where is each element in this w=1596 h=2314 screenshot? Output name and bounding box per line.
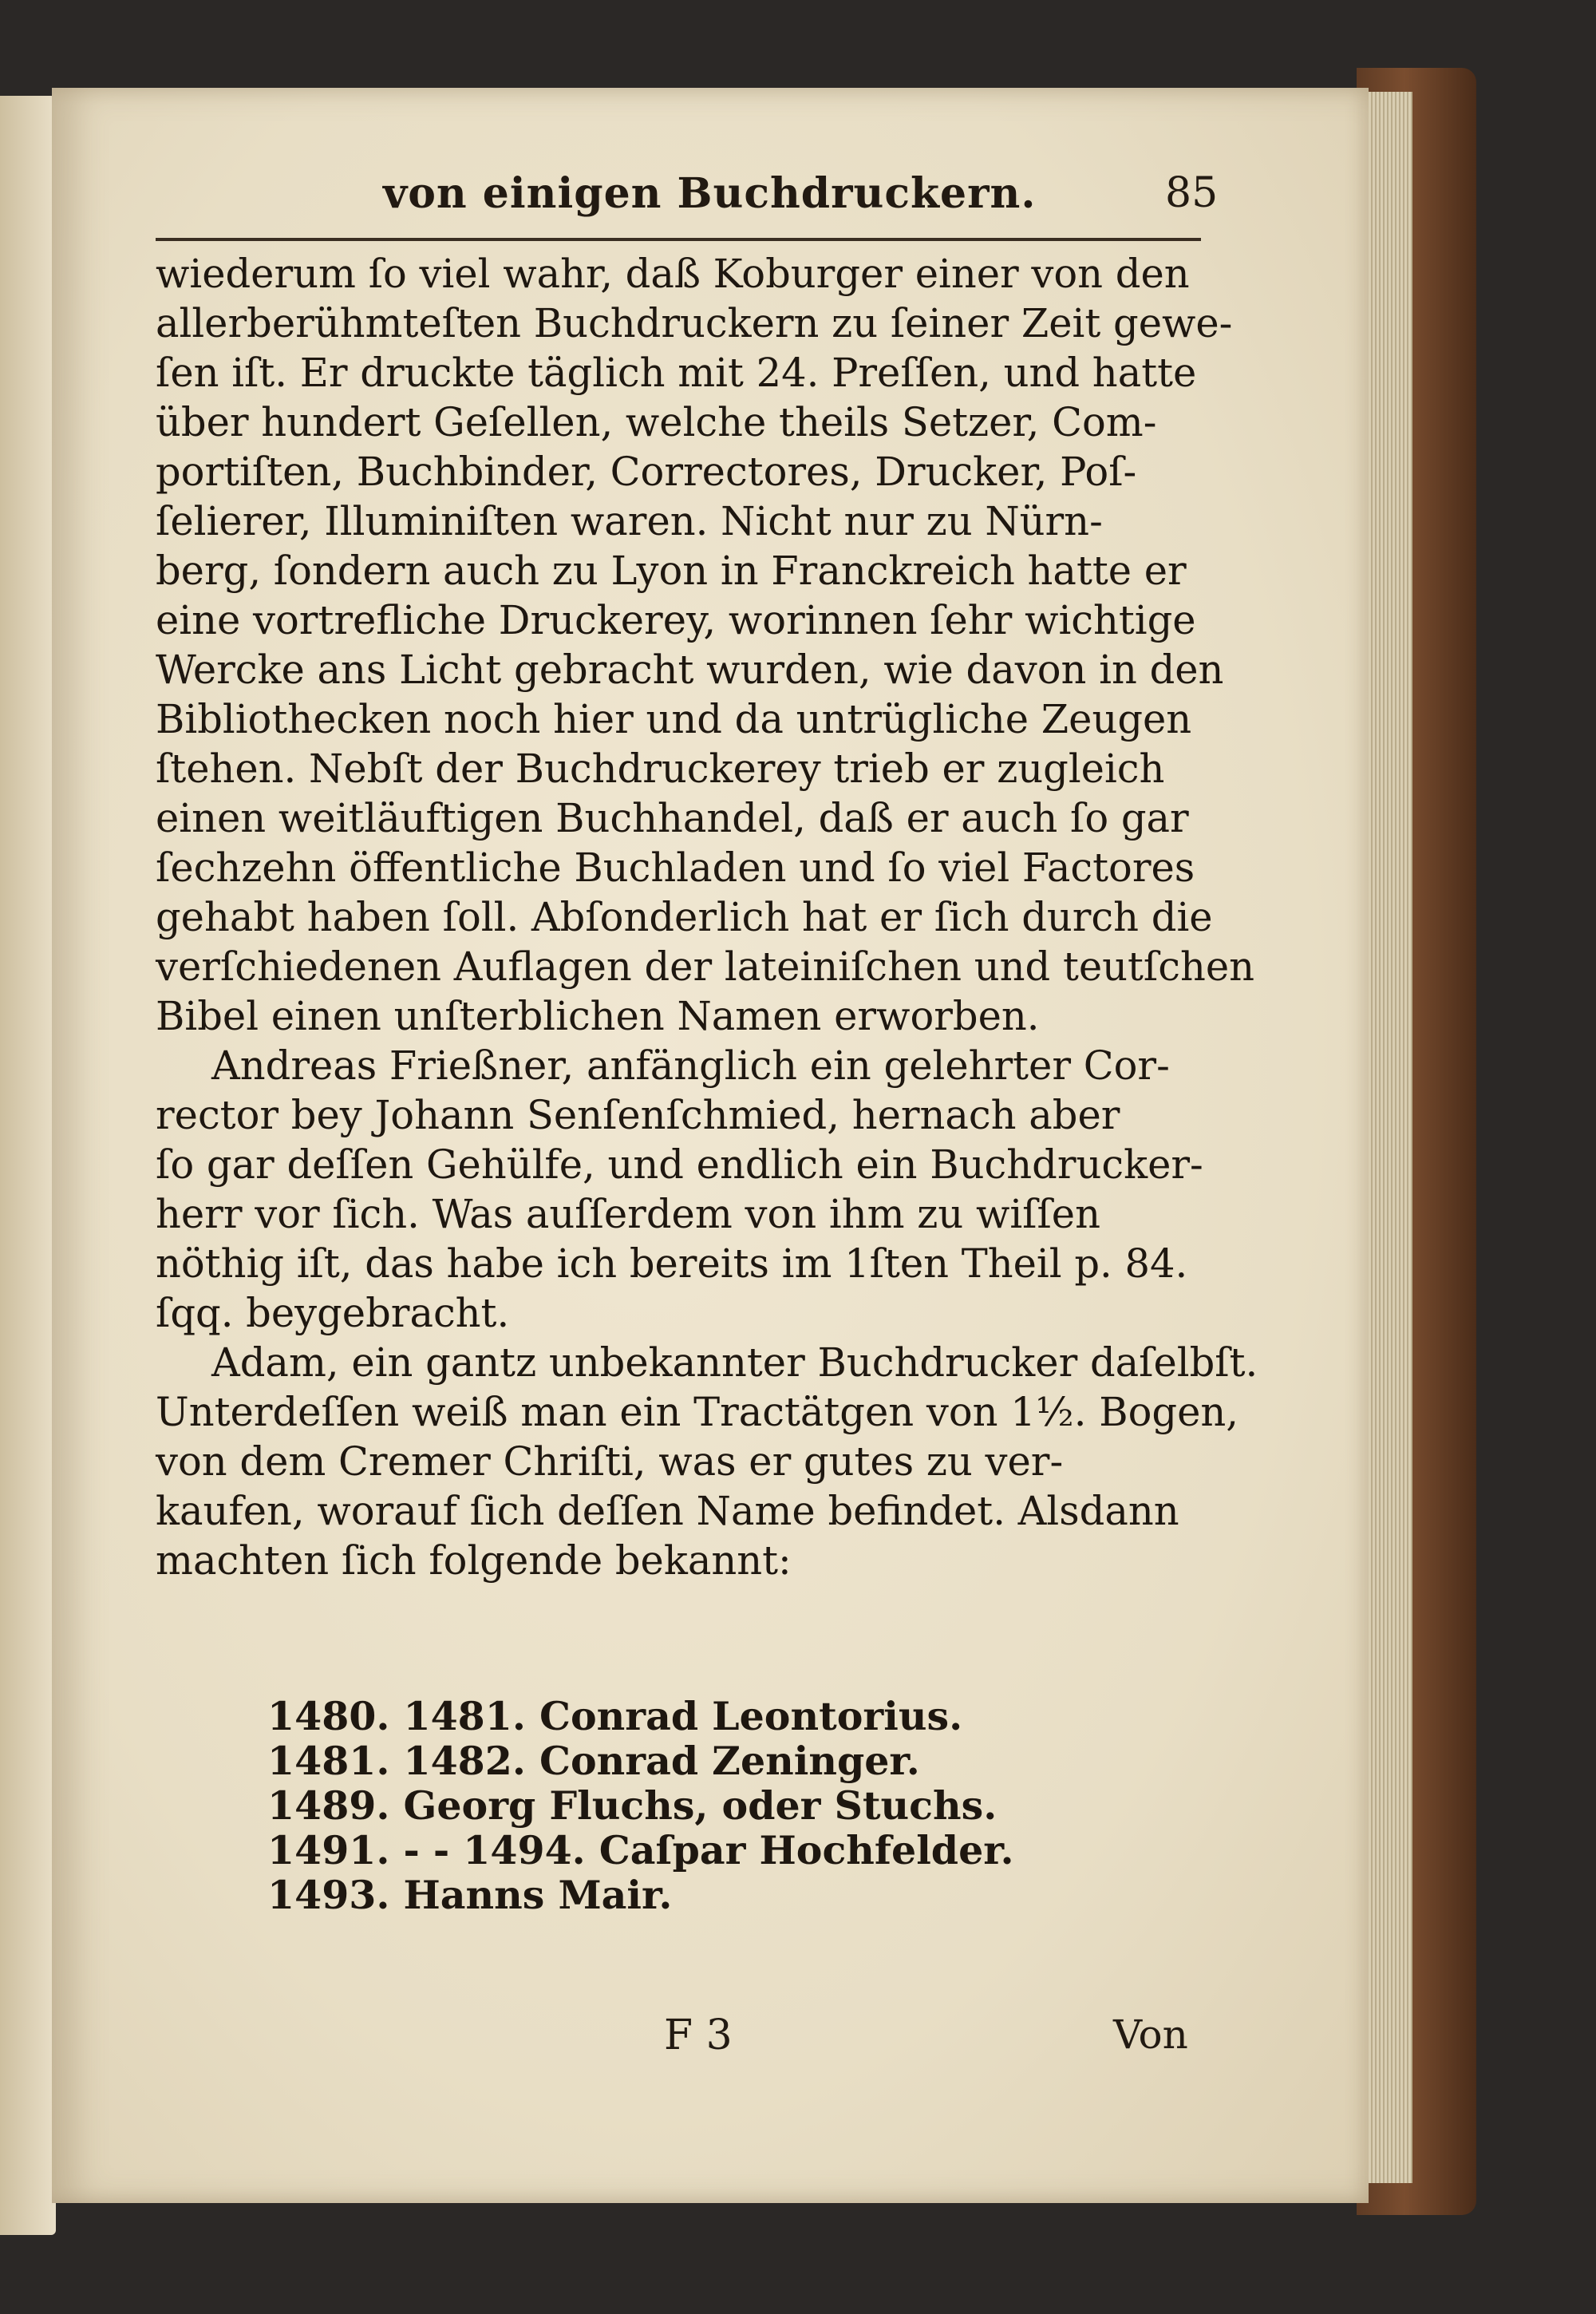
text-line: herr vor ſich. Was auſſerdem von ihm zu wiſſen — [156, 1191, 1100, 1237]
running-title: von einigen Buchdruckern. — [383, 169, 1037, 218]
text-line: rector bey Johann Senſenſchmied, hernach aber — [156, 1092, 1120, 1138]
printer-list — [267, 1694, 1065, 1917]
text-line: Wercke ans Licht gebracht wurden, wie davon in den — [156, 647, 1224, 693]
list-item: 1481. 1482. Conrad Zeninger. — [267, 1738, 920, 1784]
list-item: 1493. Hanns Mair. — [267, 1872, 673, 1918]
text-line: allerberühmteſten Buchdruckern zu ſeiner Zeit gewe- — [156, 300, 1233, 346]
text-line: Bibliothecken noch hier und da untrügliche Zeugen — [156, 696, 1192, 742]
text-line: Unterdeſſen weiß man ein Tractätgen von 1½. Bogen, — [156, 1389, 1238, 1435]
facing-page-edge — [0, 96, 56, 2235]
text-line: von dem Cremer Chriſti, was er gutes zu ver- — [156, 1438, 1064, 1485]
text-line: berg, ſondern auch zu Lyon in Franckreich hatte er — [156, 548, 1187, 594]
text-line: ſtehen. Nebſt der Buchdruckerey trieb er zugleich — [156, 746, 1165, 792]
text-line: kaufen, worauf ſich deſſen Name befindet. Alsdann — [156, 1488, 1179, 1534]
text-line: ſechzehn öffentliche Buchladen und ſo viel Factores — [156, 845, 1195, 891]
text-line: machten ſich folgende bekannt: — [156, 1537, 792, 1584]
text-line: ſelierer, Illuminiſten waren. Nicht nur zu Nürn- — [156, 498, 1103, 544]
text-line: gehabt haben ſoll. Abſonderlich hat er ſich durch die — [156, 894, 1213, 940]
text-line: einen weitläuftigen Buchhandel, daß er auch ſo gar — [156, 795, 1189, 841]
header-rule — [156, 238, 1201, 241]
text-line: wiederum ſo viel wahr, daß Koburger einer von den — [156, 251, 1190, 297]
text-line: nöthig iſt, das habe ich bereits im 1ſten Theil p. 84. — [156, 1240, 1188, 1287]
text-line: verſchiedenen Auflagen der lateiniſchen und teutſchen — [156, 943, 1255, 990]
text-line: Bibel einen unſterblichen Namen erworben. — [156, 993, 1040, 1039]
catchword: Von — [1113, 2011, 1188, 2058]
text-line: ſen iſt. Er druckte täglich mit 24. Preſſen, und hatte — [156, 350, 1197, 396]
text-line: ſo gar deſſen Gehülfe, und endlich ein Buchdrucker- — [156, 1141, 1203, 1188]
text-line: Andreas Frießner, anfänglich ein gelehrter Cor- — [211, 1042, 1170, 1089]
text-line: portiſten, Buchbinder, Correctores, Drucker, Poſ- — [156, 449, 1137, 495]
list-item: 1480. 1481. Conrad Leontorius. — [267, 1693, 963, 1739]
text-line: Adam, ein gantz unbekannter Buchdrucker daſelbſt. — [211, 1339, 1258, 1386]
list-item: 1491. - - 1494. Caſpar Hochfelder. — [267, 1827, 1014, 1873]
text-line: ſqq. beygebracht. — [156, 1290, 510, 1336]
text-line: eine vortrefliche Druckerey, worinnen ſehr wichtige — [156, 597, 1196, 643]
text-line: über hundert Geſellen, welche theils Setzer, Com- — [156, 399, 1157, 445]
page-header — [383, 169, 1261, 233]
body-text — [156, 249, 1258, 1585]
signature-mark: F 3 — [664, 2011, 733, 2059]
list-item: 1489. Georg Fluchs, oder Stuchs. — [267, 1782, 998, 1829]
page-number: 85 — [1165, 169, 1219, 217]
